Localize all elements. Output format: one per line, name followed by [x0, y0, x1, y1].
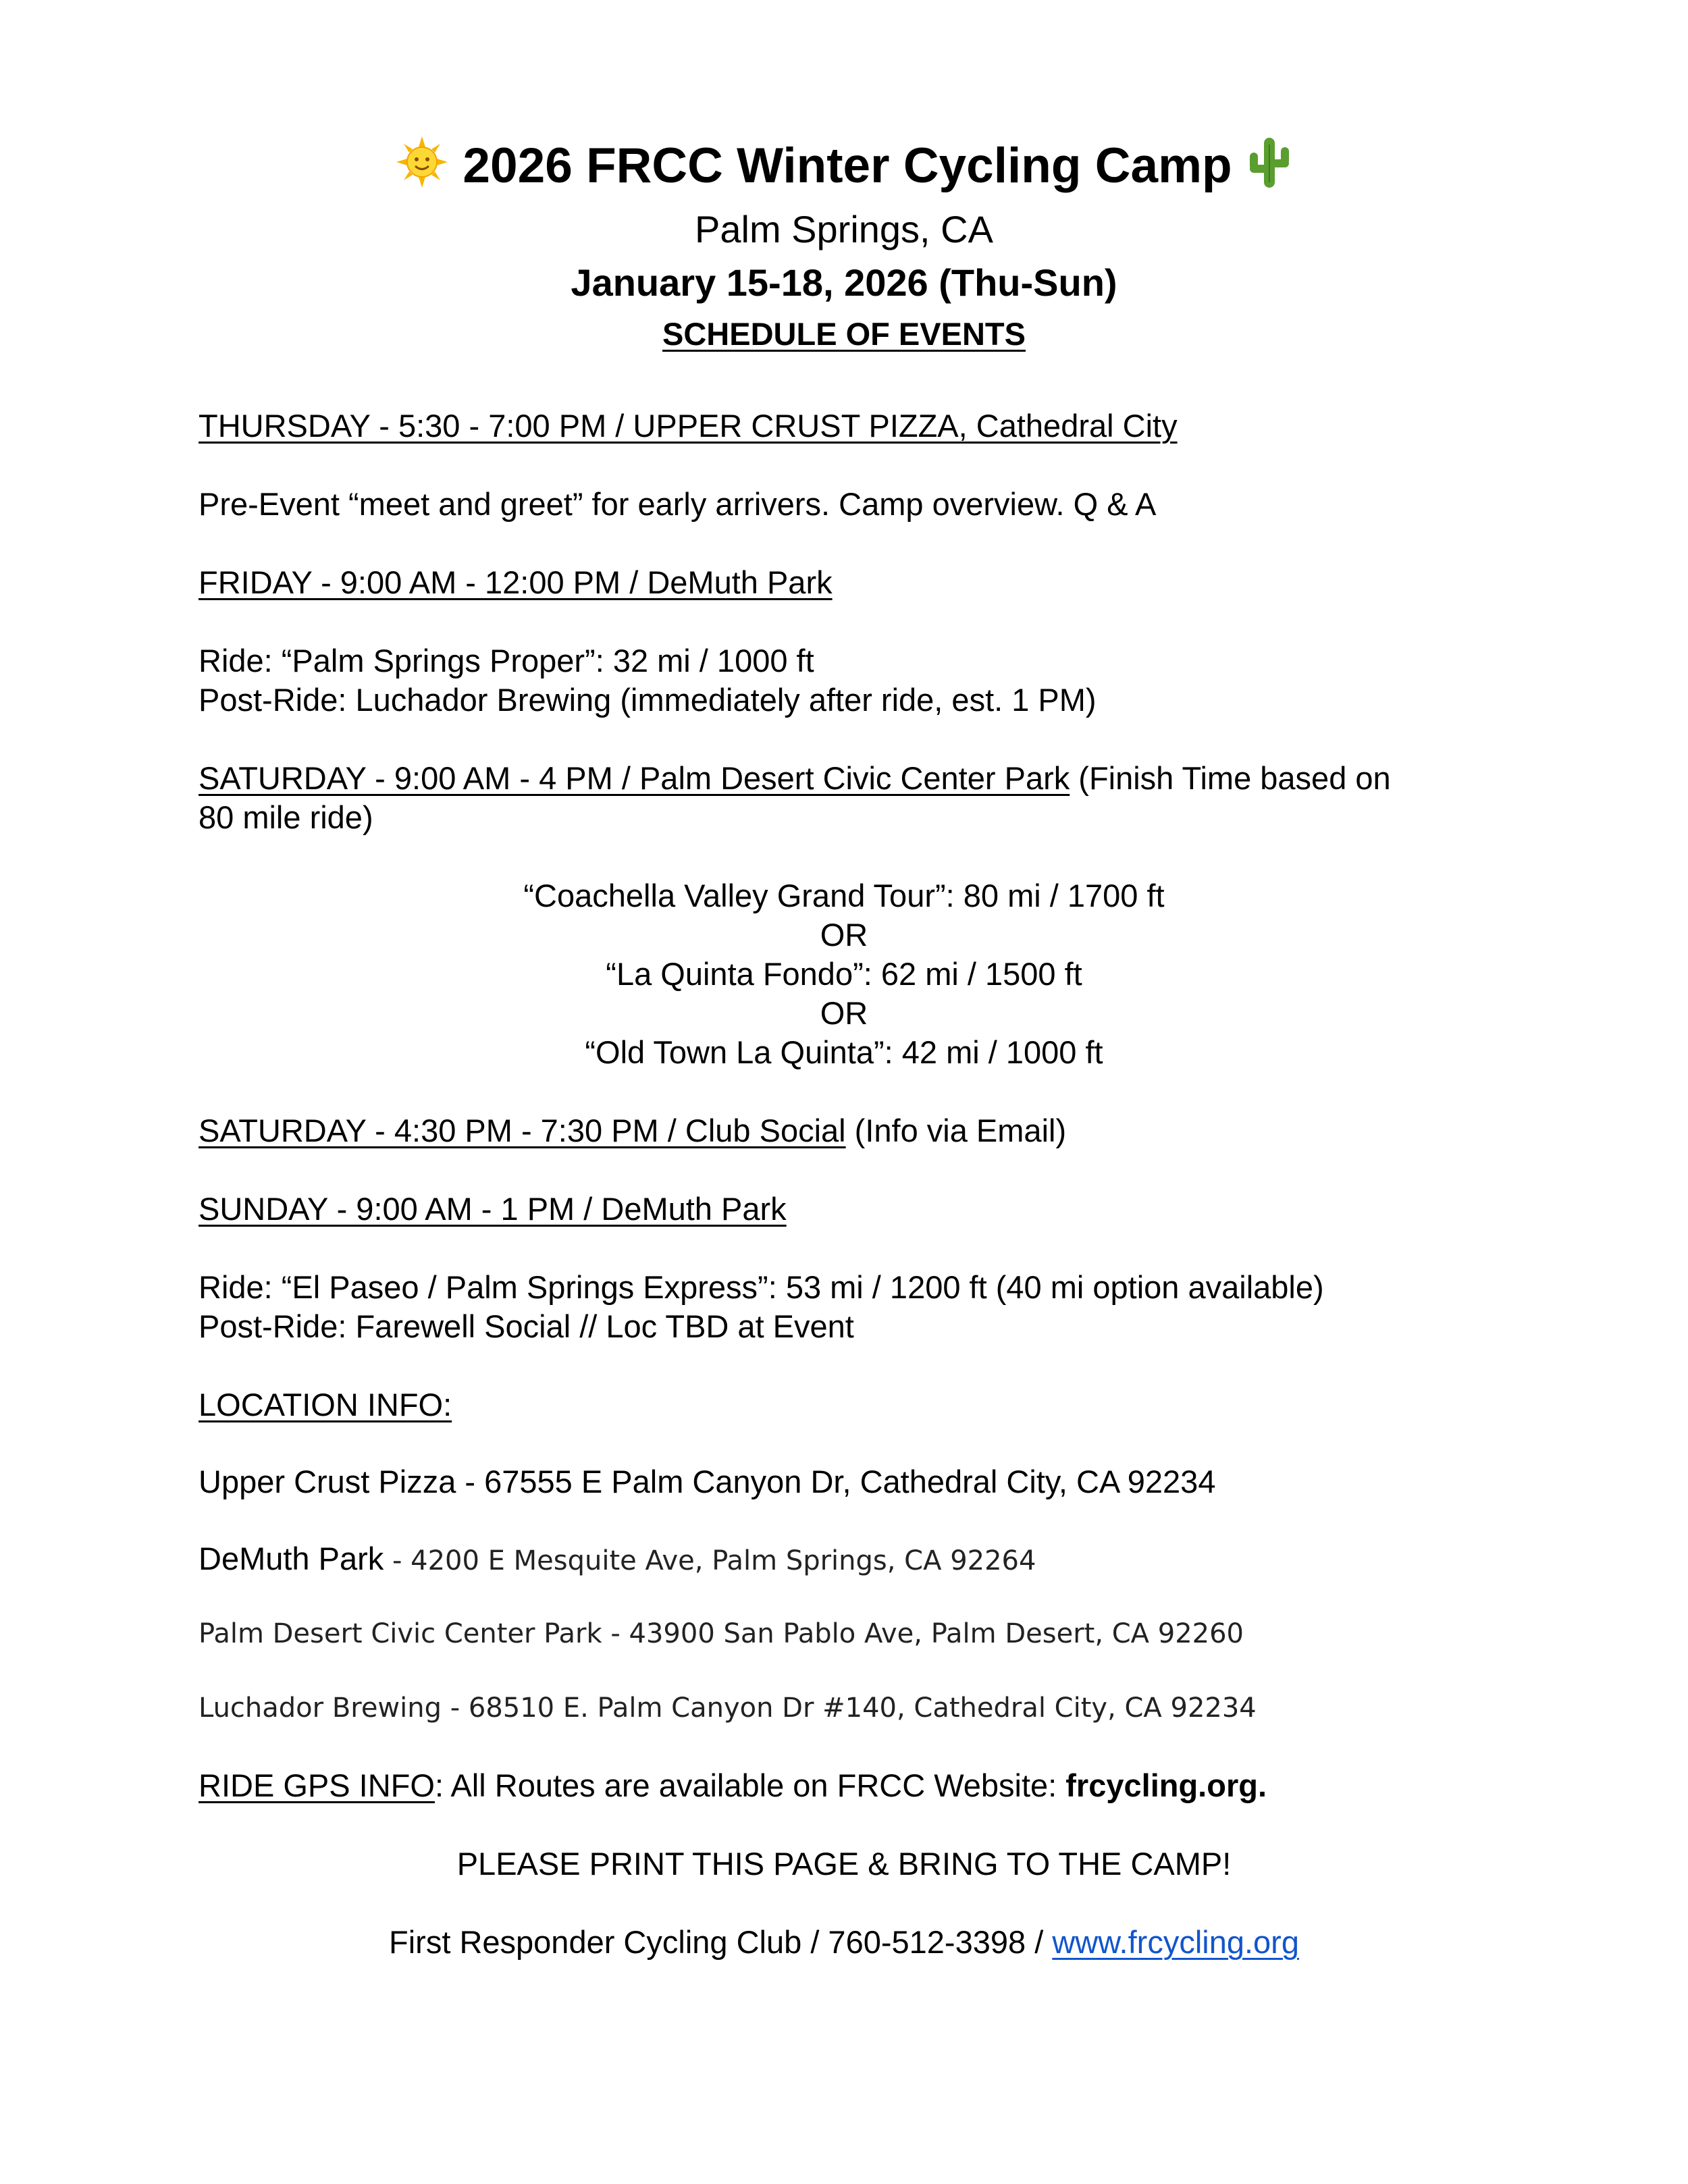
demuth-address: - 4200 E Mesquite Ave, Palm Springs, CA 92264: [384, 1545, 1036, 1576]
schedule-heading: SCHEDULE OF EVENTS: [662, 316, 1026, 352]
event-dates: January 15-18, 2026 (Thu-Sun): [571, 261, 1117, 304]
saturday-or-1: OR: [820, 917, 868, 953]
gps-info-line: [199, 1766, 1267, 1805]
sunday-ride: Ride: “El Paseo / Palm Springs Express”: 53 mi / 1200 ft (40 mi option available): [199, 1269, 1324, 1305]
saturday-note-cont: 80 mile ride): [199, 799, 373, 835]
friday-post-ride: Post-Ride: Luchador Brewing (immediately after ride, est. 1 PM): [199, 682, 1097, 718]
saturday-social-note: (Info via Email): [845, 1113, 1067, 1148]
saturday-heading: SATURDAY - 9:00 AM - 4 PM / Palm Desert Civic Center Park: [199, 760, 1070, 796]
gps-site: frcycling.org.: [1065, 1767, 1267, 1803]
friday-ride: Ride: “Palm Springs Proper”: 32 mi / 1000 ft: [199, 643, 814, 678]
saturday-social-heading: SATURDAY - 4:30 PM - 7:30 PM / Club Social: [199, 1113, 846, 1148]
thursday-heading: THURSDAY - 5:30 - 7:00 PM / UPPER CRUST PIZZA, Cathedral City: [199, 408, 1178, 444]
sun-icon: [395, 135, 449, 202]
location-info-heading: LOCATION INFO:: [199, 1387, 452, 1422]
location-luchador: Luchador Brewing - 68510 E. Palm Canyon Dr #140, Cathedral City, CA 92234: [199, 1693, 1257, 1724]
saturday-note: (Finish Time based on: [1070, 760, 1391, 796]
website-link[interactable]: www.frcycling.org: [1052, 1924, 1299, 1960]
cactus-icon: [1246, 135, 1293, 202]
demuth-name: DeMuth Park: [199, 1541, 384, 1576]
print-notice: PLEASE PRINT THIS PAGE & BRING TO THE CAMP!: [456, 1846, 1232, 1882]
thursday-text: Pre-Event “meet and greet” for early arrivers. Camp overview. Q & A: [199, 486, 1157, 522]
contact-text: First Responder Cycling Club / 760-512-3398 /: [389, 1924, 1053, 1960]
saturday-or-2: OR: [820, 995, 868, 1031]
friday-heading: FRIDAY - 9:00 AM - 12:00 PM / DeMuth Park: [199, 564, 833, 600]
saturday-heading-line: [199, 759, 1391, 798]
location-demuth: [199, 1539, 1036, 1580]
gps-info-text: : All Routes are available on FRCC Website:: [434, 1767, 1066, 1803]
sunday-heading: SUNDAY - 9:00 AM - 1 PM / DeMuth Park: [199, 1191, 787, 1227]
title-text: 2026 FRCC Winter Cycling Camp: [463, 138, 1232, 193]
saturday-route-grand-tour: “Coachella Valley Grand Tour”: 80 mi / 1700 ft: [523, 878, 1165, 913]
location-upper-crust: Upper Crust Pizza - 67555 E Palm Canyon Dr, Cathedral City, CA 92234: [199, 1464, 1216, 1499]
saturday-route-old-town: “Old Town La Quinta”: 42 mi / 1000 ft: [585, 1034, 1103, 1070]
saturday-social-line: [199, 1111, 1066, 1150]
location-civic-center: Palm Desert Civic Center Park - 43900 San Pablo Ave, Palm Desert, CA 92260: [199, 1618, 1244, 1649]
contact-line: [0, 1923, 1688, 1962]
saturday-route-fondo: “La Quinta Fondo”: 62 mi / 1500 ft: [606, 956, 1082, 992]
sunday-post-ride: Post-Ride: Farewell Social // Loc TBD at Event: [199, 1308, 854, 1344]
page-title: [0, 135, 1688, 202]
gps-info-label: RIDE GPS INFO: [199, 1767, 435, 1803]
location-subtitle: Palm Springs, CA: [695, 208, 993, 250]
